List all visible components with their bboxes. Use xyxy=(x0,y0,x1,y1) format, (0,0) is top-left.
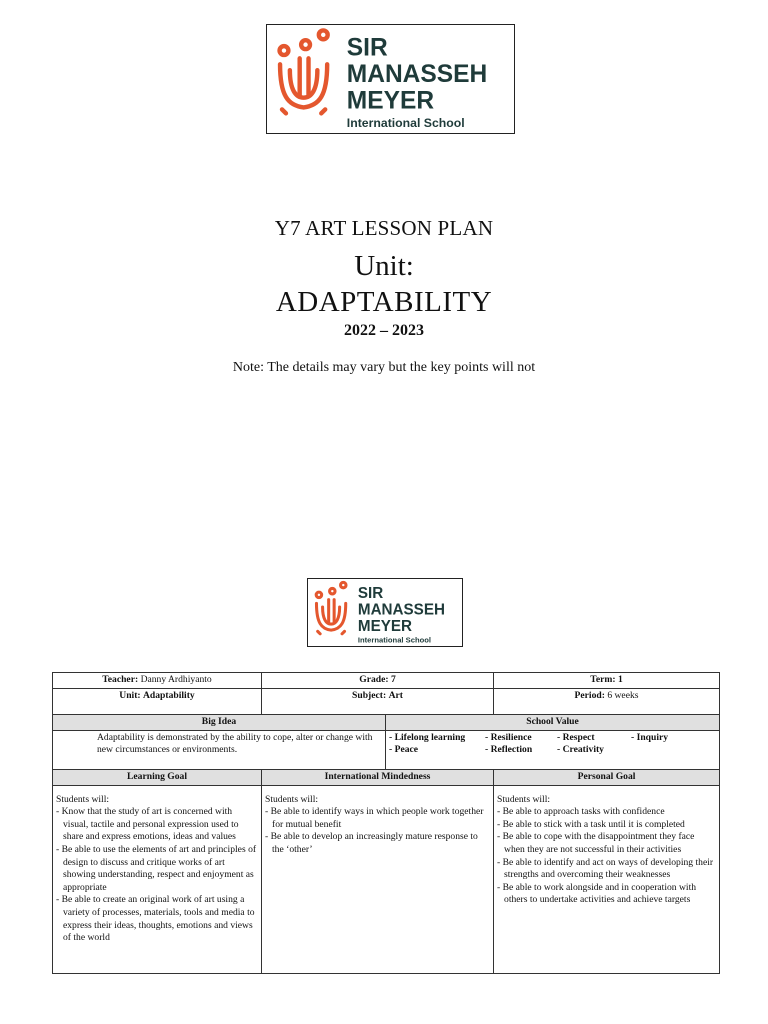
international-mindedness-cell xyxy=(262,785,494,973)
menorah-icon xyxy=(316,582,346,633)
school-logo-graphic xyxy=(267,25,514,133)
international-mindedness-header: International Mindedness xyxy=(262,769,494,785)
unit-cell xyxy=(53,688,262,715)
school-value-item: - Lifelong learning xyxy=(389,731,466,743)
logo-small-line-4: International School xyxy=(357,635,432,645)
big-idea-text: Adaptability is demonstrated by the ability to cope, alter or change with new circumstances or environments. xyxy=(53,730,386,769)
international-list xyxy=(265,806,490,856)
lesson-plan-table xyxy=(52,672,720,974)
unit-label: Unit: xyxy=(354,250,414,282)
unit-cell-label: Unit: xyxy=(119,689,141,701)
international-intro: Students will: xyxy=(265,793,319,805)
term-value: 1 xyxy=(617,674,623,685)
personal-goal-cell xyxy=(494,785,720,973)
academic-year: 2022 – 2023 xyxy=(344,322,424,339)
grade-cell xyxy=(262,673,494,689)
school-logo-small-graphic xyxy=(308,579,462,646)
logo-small-line-1: SIR xyxy=(357,584,384,602)
period-value: 6 weeks xyxy=(607,689,639,701)
period-cell xyxy=(494,688,720,715)
learning-goal-cell xyxy=(53,785,262,973)
school-values-cell xyxy=(386,730,720,769)
logo-line-3: MEYER xyxy=(346,87,435,115)
big-idea-header: Big Idea xyxy=(53,715,386,731)
unit-name: ADAPTABILITY xyxy=(275,286,493,318)
unit-cell-value: Adaptability xyxy=(143,689,195,701)
grade-value: 7 xyxy=(390,674,396,685)
school-value-item: - Resilience xyxy=(485,731,532,743)
list-item: - Be able to create an original work of art using a variety of processes, materials, tools and media to express their ideas, thoughts, emotions and views of the world xyxy=(56,894,258,944)
school-logo xyxy=(266,24,515,134)
logo-small-line-2: MANASSEH xyxy=(357,601,445,619)
logo-line-1: SIR xyxy=(346,34,388,62)
school-value-item: - Inquiry xyxy=(631,731,669,743)
list-item: - Be able to identify ways in which people work together for mutual benefit xyxy=(265,806,490,831)
learning-goal-header: Learning Goal xyxy=(53,769,262,785)
school-value-item: - Creativity xyxy=(557,744,604,756)
header-row-1 xyxy=(53,715,720,731)
personal-goal-intro: Students will: xyxy=(497,793,551,805)
school-values-list xyxy=(389,732,716,757)
logo-line-4: International School xyxy=(346,116,465,131)
list-item: - Be able to cope with the disappointment they face when they are not successful in their activities xyxy=(497,831,716,856)
menorah-icon xyxy=(280,30,328,113)
personal-goal-list xyxy=(497,806,716,907)
lesson-plan-title: Y7 ART LESSON PLAN xyxy=(274,216,494,240)
school-value-header: School Value xyxy=(386,715,720,731)
school-value-item: - Peace xyxy=(389,744,419,756)
subject-label: Subject: xyxy=(352,689,387,701)
list-item: - Be able to use the elements of art and principles of design to discuss and critique works of art showing understanding, respect and enjoyment as appropriate xyxy=(56,844,258,894)
list-item: - Be able to stick with a task until it is completed xyxy=(497,819,716,832)
logo-small-line-3: MEYER xyxy=(357,617,413,635)
period-label: Period: xyxy=(574,689,605,701)
note-text: Note: The details may vary but the key points will not xyxy=(232,360,536,375)
list-item: - Be able to develop an increasingly mature response to the ‘other’ xyxy=(265,831,490,856)
info-row-1 xyxy=(53,673,720,689)
teacher-label: Teacher: xyxy=(102,674,139,685)
school-logo-small xyxy=(307,578,463,647)
info-row-2 xyxy=(53,688,720,715)
school-value-item: - Reflection xyxy=(485,744,533,756)
list-item: - Be able to work alongside and in cooperation with others to undertake activities and achieve targets xyxy=(497,882,716,907)
logo-line-2: MANASSEH xyxy=(346,60,488,88)
school-value-item: - Respect xyxy=(557,731,595,743)
list-item: - Know that the study of art is concerned with visual, tactile and personal expression used to share and express emotions, ideas and values xyxy=(56,806,258,844)
grade-label: Grade: xyxy=(359,674,389,685)
term-label: Term: xyxy=(590,674,616,685)
header-row-2 xyxy=(53,769,720,785)
term-cell xyxy=(494,673,720,689)
personal-goal-header: Personal Goal xyxy=(494,769,720,785)
list-item: - Be able to approach tasks with confidence xyxy=(497,806,716,819)
learning-goal-list xyxy=(56,806,258,945)
teacher-cell xyxy=(53,673,262,689)
list-item: - Be able to identify and act on ways of developing their strengths and overcoming their weaknesses xyxy=(497,857,716,882)
subject-cell xyxy=(262,688,494,715)
learning-goal-intro: Students will: xyxy=(56,793,110,805)
teacher-value: Danny Ardhiyanto xyxy=(140,674,212,685)
big-idea-row xyxy=(53,730,720,769)
subject-value: Art xyxy=(388,689,403,701)
goals-row xyxy=(53,785,720,973)
